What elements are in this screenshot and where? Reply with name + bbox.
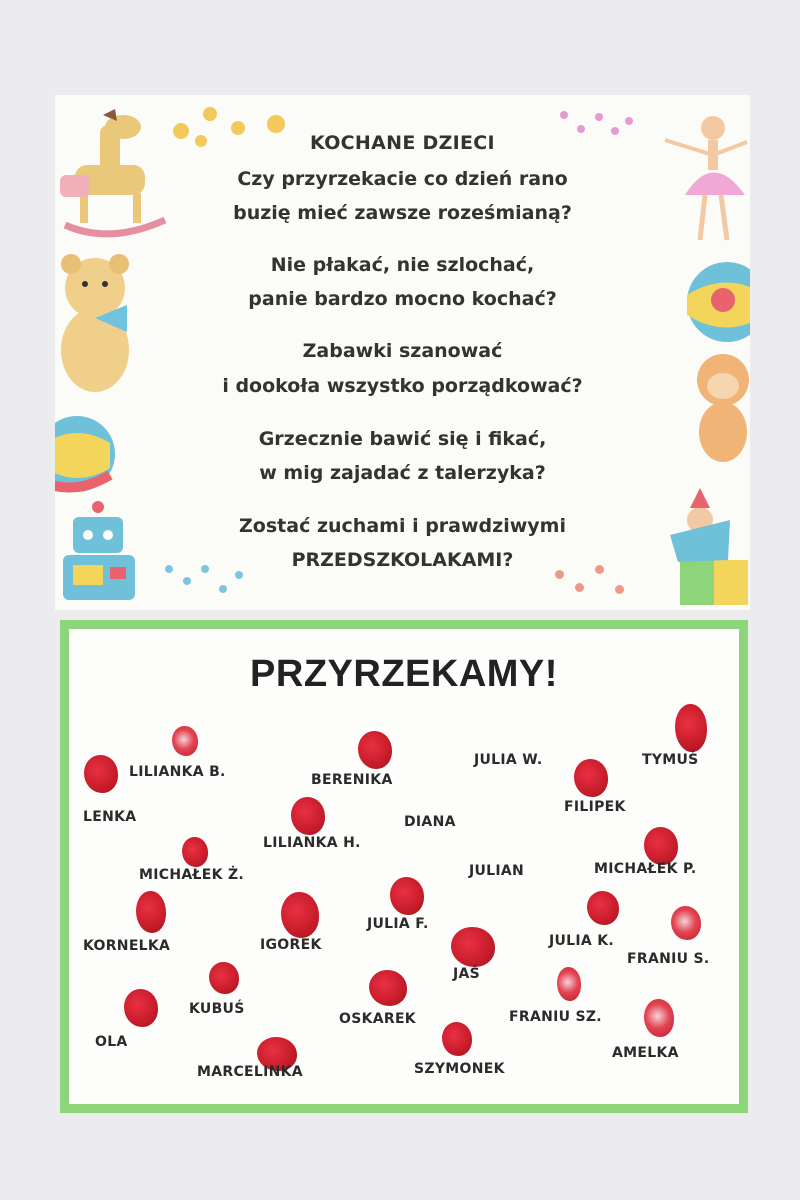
child-name: OLA (95, 1034, 128, 1050)
child-name: LENKA (83, 809, 137, 825)
child-name: JULIA F. (367, 916, 429, 932)
fingerprint (390, 877, 424, 915)
child-name: OSKAREK (339, 1011, 416, 1027)
fingerprint (671, 906, 701, 940)
poem-line: Czy przyrzekacie co dzień rano (237, 168, 568, 190)
poem-line: Nie płakać, nie szlochać, (270, 254, 535, 276)
fingerprint (574, 759, 608, 797)
child-name: FILIPEK (564, 799, 626, 815)
poem-line: Zabawki szanować (302, 340, 503, 362)
poem-line: panie bardzo mocno kochać? (248, 288, 557, 310)
pledge-card (60, 620, 748, 1113)
fingerprint (209, 962, 239, 994)
fingerprint (172, 726, 198, 756)
pledge-heading: PRZYRZEKAMY! (250, 653, 558, 695)
fingerprint (442, 1022, 472, 1056)
fingerprint (644, 827, 678, 865)
fingerprint (451, 927, 495, 967)
child-name: JULIA W. (474, 752, 543, 768)
fingerprint (84, 755, 118, 793)
poem-title: KOCHANE DZIECI (310, 132, 495, 154)
child-name: JULIAN (469, 863, 525, 879)
fingerprint (587, 891, 619, 925)
child-name: SZYMONEK (414, 1061, 505, 1077)
child-name: BERENIKA (311, 772, 393, 788)
fingerprint (136, 891, 166, 933)
child-name: AMELKA (612, 1045, 679, 1061)
fingerprint (291, 797, 325, 835)
child-name: TYMUŚ (642, 752, 699, 768)
poem-sheet (55, 95, 750, 610)
fingerprint (557, 967, 581, 1001)
poem-line: buzię mieć zawsze roześmianą? (233, 202, 572, 224)
fingerprint (369, 970, 407, 1006)
poem-line: i dookoła wszystko porządkować? (222, 375, 583, 397)
fingerprint (182, 837, 208, 867)
child-name: MICHAŁEK Ż. (139, 867, 245, 883)
child-name: KORNELKA (83, 938, 171, 954)
poem-line: Zostać zuchami i prawdziwymi (239, 515, 566, 537)
fingerprint (281, 892, 319, 938)
child-name: KUBUŚ (189, 1001, 245, 1017)
child-name: FRANIU S. (627, 951, 710, 967)
fingerprint (675, 704, 707, 752)
child-name: MARCELINKA (197, 1064, 303, 1080)
child-name: IGOREK (260, 937, 322, 953)
poem-line: w mig zajadać z talerzyka? (259, 462, 546, 484)
fingerprint (358, 731, 392, 769)
child-name: JAŚ (453, 966, 481, 982)
child-name: LILIANKA H. (263, 835, 361, 851)
fingerprint (644, 999, 674, 1037)
child-name: MICHAŁEK P. (594, 861, 697, 877)
child-name: LILIANKA B. (129, 764, 226, 780)
child-name: FRANIU SZ. (509, 1009, 602, 1025)
child-name: DIANA (404, 814, 456, 830)
poem-line: PRZEDSZKOLAKAMI? (291, 549, 514, 571)
fingerprint (124, 989, 158, 1027)
poem (55, 95, 750, 610)
child-name: JULIA K. (549, 933, 614, 949)
poem-line: Grzecznie bawić się i fikać, (258, 428, 547, 450)
